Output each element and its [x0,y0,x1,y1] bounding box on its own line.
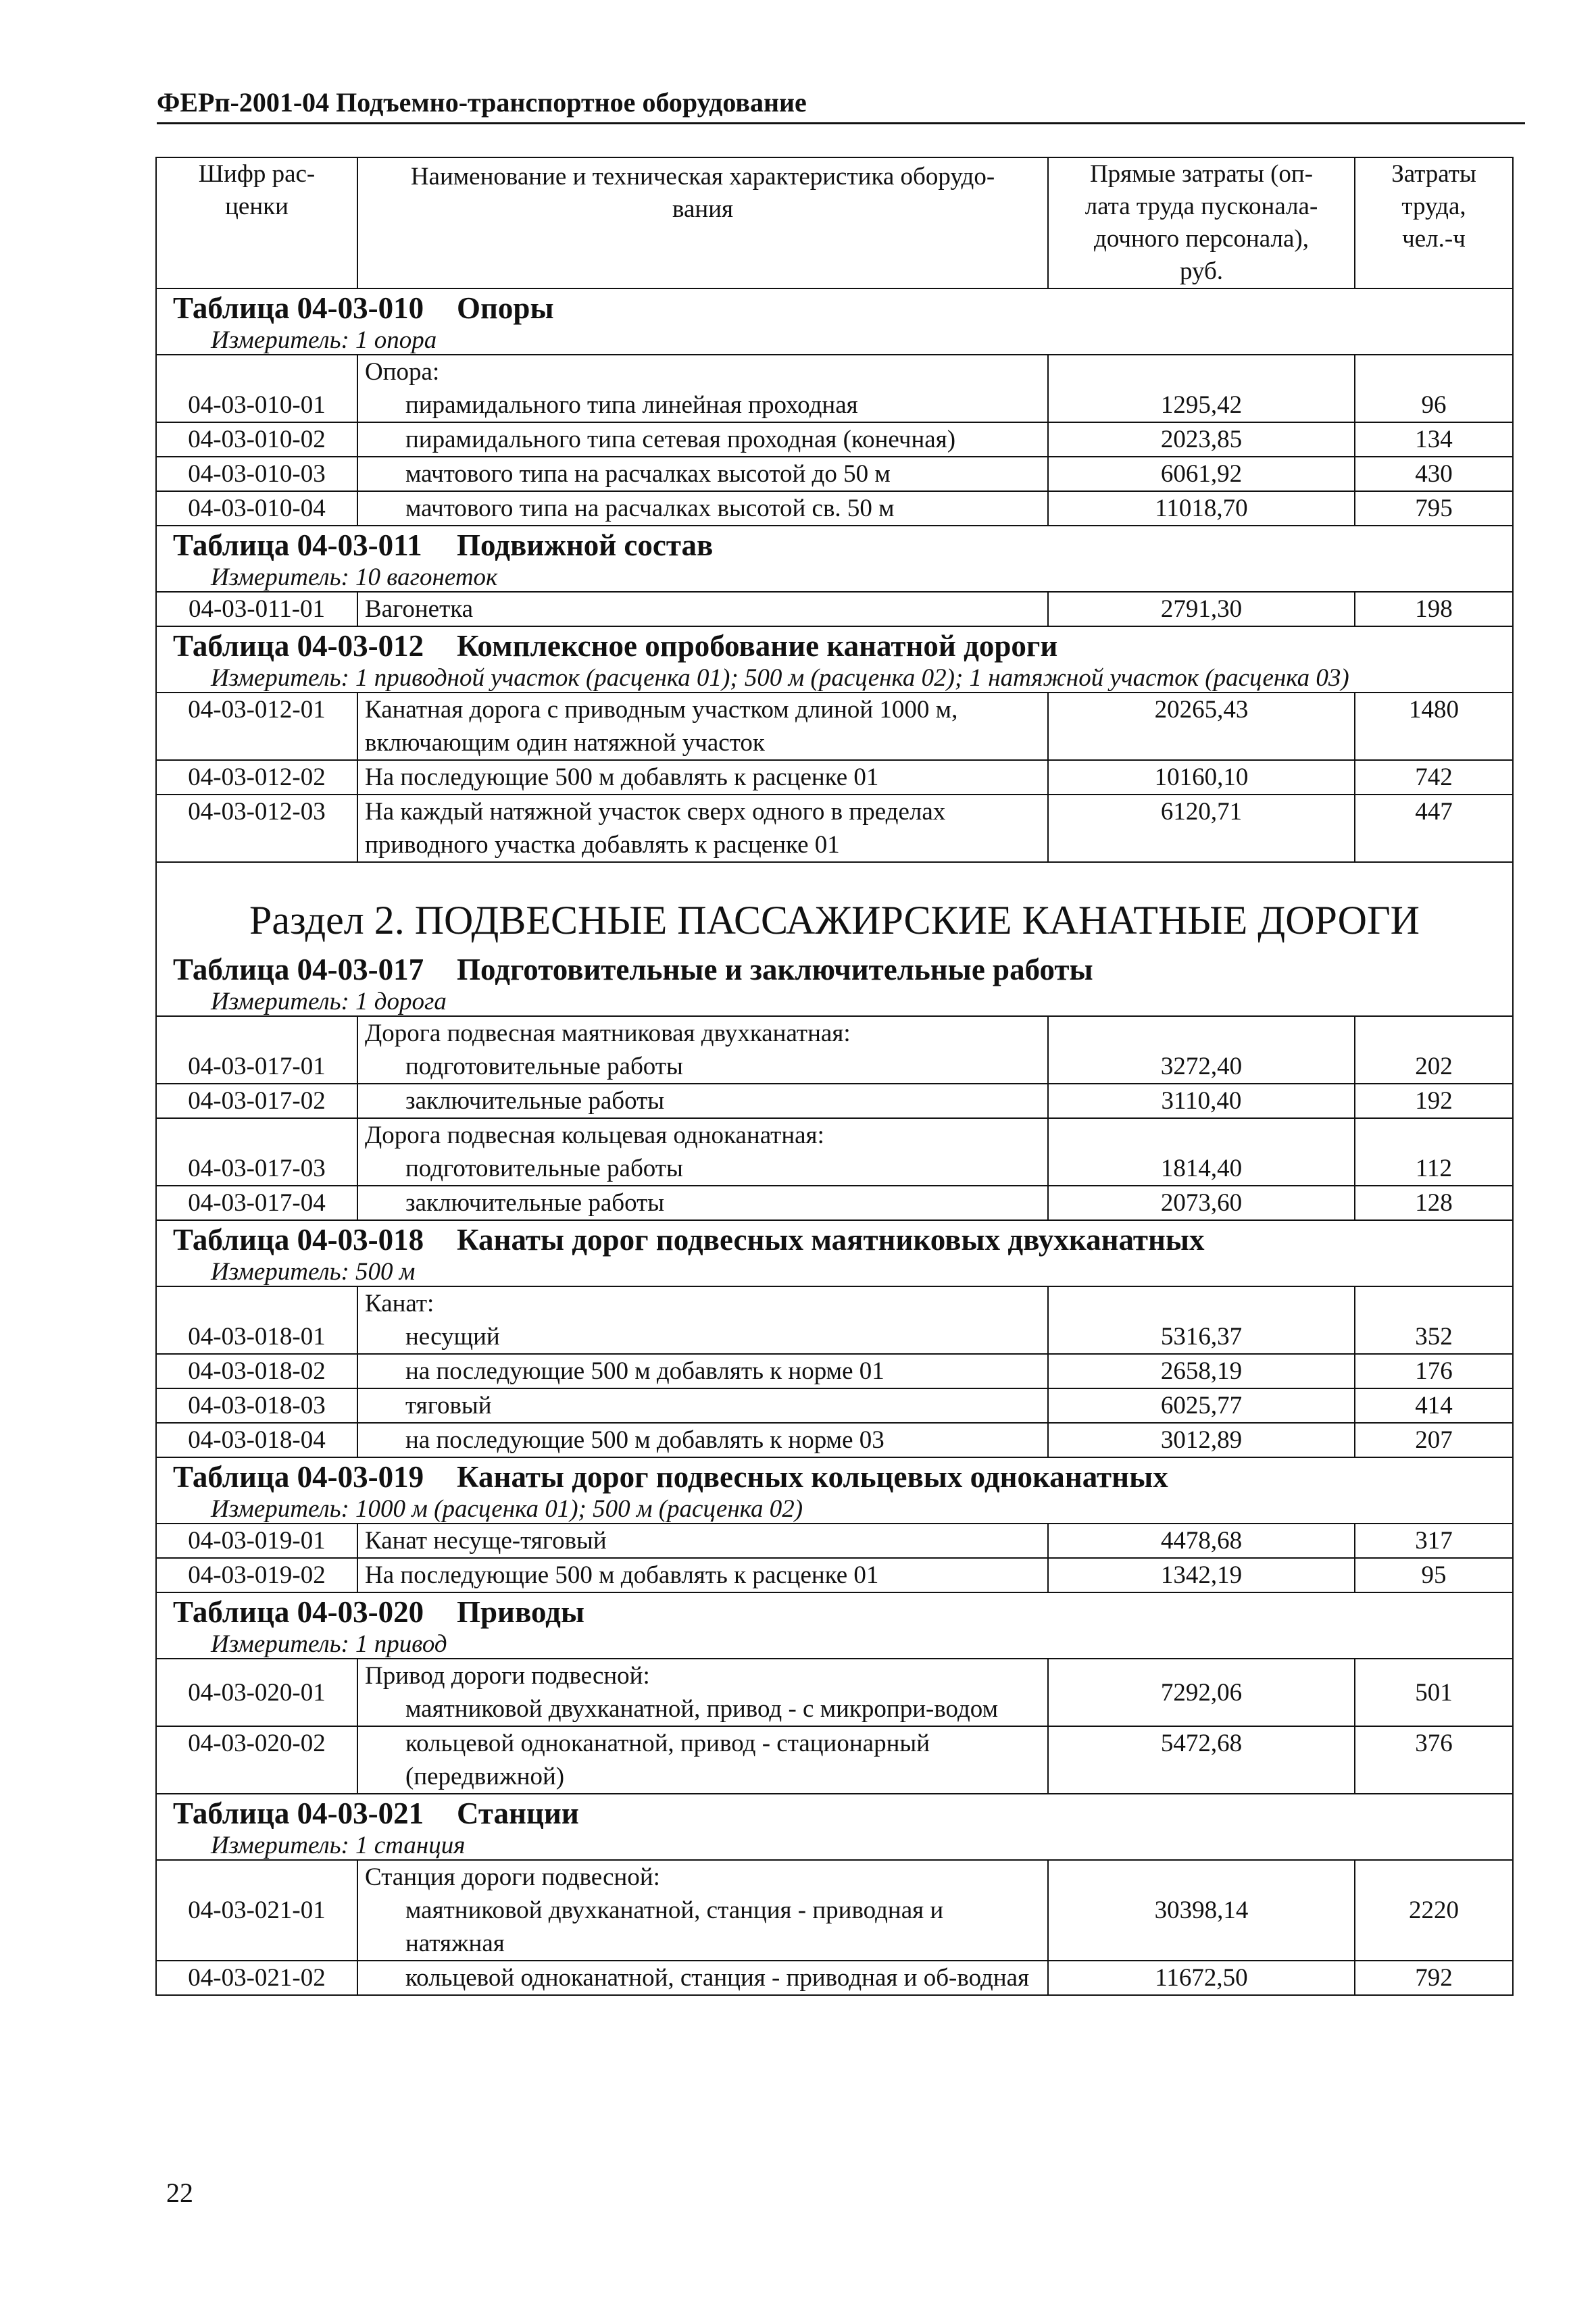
page-number: 22 [166,2178,193,2208]
table-row [156,1354,1513,1388]
row-cost: 2791,30 [1048,592,1355,626]
table-row [156,1524,1513,1558]
row-name: кольцевой одноканатной, станция - приводная и об-водная [357,1961,1048,1995]
group-label: Опора: [365,358,440,386]
table-title-row [156,1592,1513,1631]
row-cost: 3272,40 [1048,1016,1355,1084]
col-header-cost: Прямые затраты (оп- лата труда пусконала- дочного персонала), руб. [1048,157,1355,288]
table-meter: Измеритель: 1 приводной участок (расценка 01); 500 м (расценка 02); 1 натяжной участок (расценка 03) [156,665,1513,693]
row-code: 04-03-010-01 [156,355,357,422]
row-name: Привод дороги подвесной: маятниковой двухканатной, привод - с микропри-водом [357,1659,1048,1726]
row-code: 04-03-018-03 [156,1388,357,1423]
row-code: 04-03-020-02 [156,1726,357,1794]
row-name: На последующие 500 м добавлять к расценке 01 [357,760,1048,795]
row-labor: 207 [1355,1423,1513,1457]
table-row [156,1558,1513,1592]
col-header-labor: Затраты труда, чел.-ч [1355,157,1513,288]
row-code: 04-03-012-01 [156,693,357,760]
table-row [156,795,1513,862]
table-title-row [156,1457,1513,1496]
row-name: тяговый [357,1388,1048,1423]
row-cost: 20265,43 [1048,693,1355,760]
row-cost: 1814,40 [1048,1118,1355,1186]
row-name: На последующие 500 м добавлять к расценке 01 [357,1558,1048,1592]
table-row [156,1726,1513,1794]
row-cost: 11672,50 [1048,1961,1355,1995]
row-code: 04-03-017-04 [156,1186,357,1220]
table-title-row [156,1794,1513,1832]
row-name: Дорога подвесная кольцевая одноканатная: подготовительные работы [357,1118,1048,1186]
row-code: 04-03-017-03 [156,1118,357,1186]
table-title: Таблица 04-03-019 Канаты дорог подвесных кольцевых одноканатных [156,1457,1513,1496]
row-cost: 2073,60 [1048,1186,1355,1220]
row-labor: 742 [1355,760,1513,795]
row-name: Канат несуще-тяговый [357,1524,1048,1558]
row-labor: 1480 [1355,693,1513,760]
table-title: Таблица 04-03-017 Подготовительные и заключительные работы [156,951,1513,988]
table-title: Таблица 04-03-021 Станции [156,1794,1513,1832]
row-code: 04-03-017-02 [156,1084,357,1118]
group-label: Привод дороги подвесной: [365,1662,650,1690]
row-code: 04-03-011-01 [156,592,357,626]
row-cost: 11018,70 [1048,491,1355,526]
table-row [156,1186,1513,1220]
row-name: Канатная дорога с приводным участком длиной 1000 м, включающим один натяжной участок [357,693,1048,760]
row-code: 04-03-019-01 [156,1524,357,1558]
row-labor: 176 [1355,1354,1513,1388]
row-code: 04-03-021-01 [156,1860,357,1961]
row-code: 04-03-018-01 [156,1286,357,1354]
table-title-row [156,951,1513,988]
table-row [156,592,1513,626]
row-cost: 6025,77 [1048,1388,1355,1423]
row-code: 04-03-018-04 [156,1423,357,1457]
table-row [156,355,1513,422]
table-row [156,457,1513,491]
row-cost: 30398,14 [1048,1860,1355,1961]
table-row [156,1961,1513,1995]
row-name: заключительные работы [357,1084,1048,1118]
row-cost: 4478,68 [1048,1524,1355,1558]
row-name: мачтового типа на расчалках высотой до 50 м [357,457,1048,491]
row-labor: 128 [1355,1186,1513,1220]
table-row [156,1084,1513,1118]
table-title-row [156,526,1513,564]
row-labor: 95 [1355,1558,1513,1592]
table-meter: Измеритель: 1 опора [156,327,1513,355]
row-cost: 1295,42 [1048,355,1355,422]
row-cost: 2658,19 [1048,1354,1355,1388]
row-labor: 352 [1355,1286,1513,1354]
table-row [156,1016,1513,1084]
table-row [156,1286,1513,1354]
col-header-name: Наименование и техническая характеристика оборудо- вания [357,157,1048,288]
section-row [156,862,1513,951]
column-header-row [156,157,1513,288]
page-header: ФЕРп-2001-04 Подъемно-транспортное оборудование [157,86,1525,124]
row-code: 04-03-020-01 [156,1659,357,1726]
row-cost: 5472,68 [1048,1726,1355,1794]
row-labor: 2220 [1355,1860,1513,1961]
row-name: На каждый натяжной участок сверх одного в пределах приводного участка добавлять к расценке 01 [357,795,1048,862]
group-label: Станция дороги подвесной: [365,1863,660,1891]
row-code: 04-03-012-03 [156,795,357,862]
row-labor: 414 [1355,1388,1513,1423]
row-name: Вагонетка [357,592,1048,626]
row-name: Канат: несущий [357,1286,1048,1354]
table-meter: Измеритель: 1 дорога [156,988,1513,1016]
row-labor: 112 [1355,1118,1513,1186]
row-labor: 376 [1355,1726,1513,1794]
row-labor: 430 [1355,457,1513,491]
row-name: мачтового типа на расчалках высотой св. 50 м [357,491,1048,526]
row-name: кольцевой одноканатной, привод - стационарный (передвижной) [357,1726,1048,1794]
row-code: 04-03-010-04 [156,491,357,526]
row-code: 04-03-019-02 [156,1558,357,1592]
row-code: 04-03-021-02 [156,1961,357,1995]
table-row [156,1423,1513,1457]
row-labor: 447 [1355,795,1513,862]
table-meter: Измеритель: 10 вагонеток [156,564,1513,592]
table-title-row [156,626,1513,665]
row-code: 04-03-018-02 [156,1354,357,1388]
table-row [156,1860,1513,1961]
row-cost: 6120,71 [1048,795,1355,862]
table-row [156,1118,1513,1186]
table-row [156,1388,1513,1423]
table-title-row [156,288,1513,327]
row-name: пирамидального типа сетевая проходная (конечная) [357,422,1048,457]
table-row [156,1659,1513,1726]
row-cost: 2023,85 [1048,422,1355,457]
row-labor: 192 [1355,1084,1513,1118]
table-meter: Измеритель: 500 м [156,1259,1513,1286]
row-labor: 202 [1355,1016,1513,1084]
row-cost: 7292,06 [1048,1659,1355,1726]
table-title: Таблица 04-03-010 Опоры [156,288,1513,327]
row-cost: 1342,19 [1048,1558,1355,1592]
row-labor: 792 [1355,1961,1513,1995]
row-cost: 3012,89 [1048,1423,1355,1457]
table-meter: Измеритель: 1 привод [156,1631,1513,1659]
section-title: Раздел 2. ПОДВЕСНЫЕ ПАССАЖИРСКИЕ КАНАТНЫЕ ДОРОГИ [156,862,1513,951]
table-meter: Измеритель: 1 станция [156,1832,1513,1860]
table-meter: Измеритель: 1000 м (расценка 01); 500 м (расценка 02) [156,1496,1513,1524]
table-row [156,693,1513,760]
row-name: Опора: пирамидального типа линейная проходная [357,355,1048,422]
row-labor: 317 [1355,1524,1513,1558]
table-row [156,491,1513,526]
table-title: Таблица 04-03-018 Канаты дорог подвесных маятниковых двухканатных [156,1220,1513,1259]
row-labor: 501 [1355,1659,1513,1726]
row-code: 04-03-017-01 [156,1016,357,1084]
row-name: на последующие 500 м добавлять к норме 01 [357,1354,1048,1388]
row-code: 04-03-010-02 [156,422,357,457]
row-labor: 198 [1355,592,1513,626]
row-name: Дорога подвесная маятниковая двухканатная: подготовительные работы [357,1016,1048,1084]
group-label: Дорога подвесная кольцевая одноканатная: [365,1122,824,1149]
table-title: Таблица 04-03-012 Комплексное опробование канатной дороги [156,626,1513,665]
group-label: Канат: [365,1290,434,1317]
table-title-row [156,1220,1513,1259]
row-name: Станция дороги подвесной: маятниковой двухканатной, станция - приводная и натяжная [357,1860,1048,1961]
row-labor: 96 [1355,355,1513,422]
table-title: Таблица 04-03-011 Подвижной состав [156,526,1513,564]
group-label: Дорога подвесная маятниковая двухканатная: [365,1020,851,1047]
row-code: 04-03-010-03 [156,457,357,491]
row-cost: 10160,10 [1048,760,1355,795]
row-code: 04-03-012-02 [156,760,357,795]
row-cost: 3110,40 [1048,1084,1355,1118]
row-name: заключительные работы [357,1186,1048,1220]
table-row [156,422,1513,457]
row-cost: 5316,37 [1048,1286,1355,1354]
col-header-code: Шифр рас- ценки [156,157,357,288]
table-title: Таблица 04-03-020 Приводы [156,1592,1513,1631]
row-labor: 795 [1355,491,1513,526]
rates-table [155,157,1514,1996]
row-name: на последующие 500 м добавлять к норме 03 [357,1423,1048,1457]
row-labor: 134 [1355,422,1513,457]
table-row [156,760,1513,795]
row-cost: 6061,92 [1048,457,1355,491]
